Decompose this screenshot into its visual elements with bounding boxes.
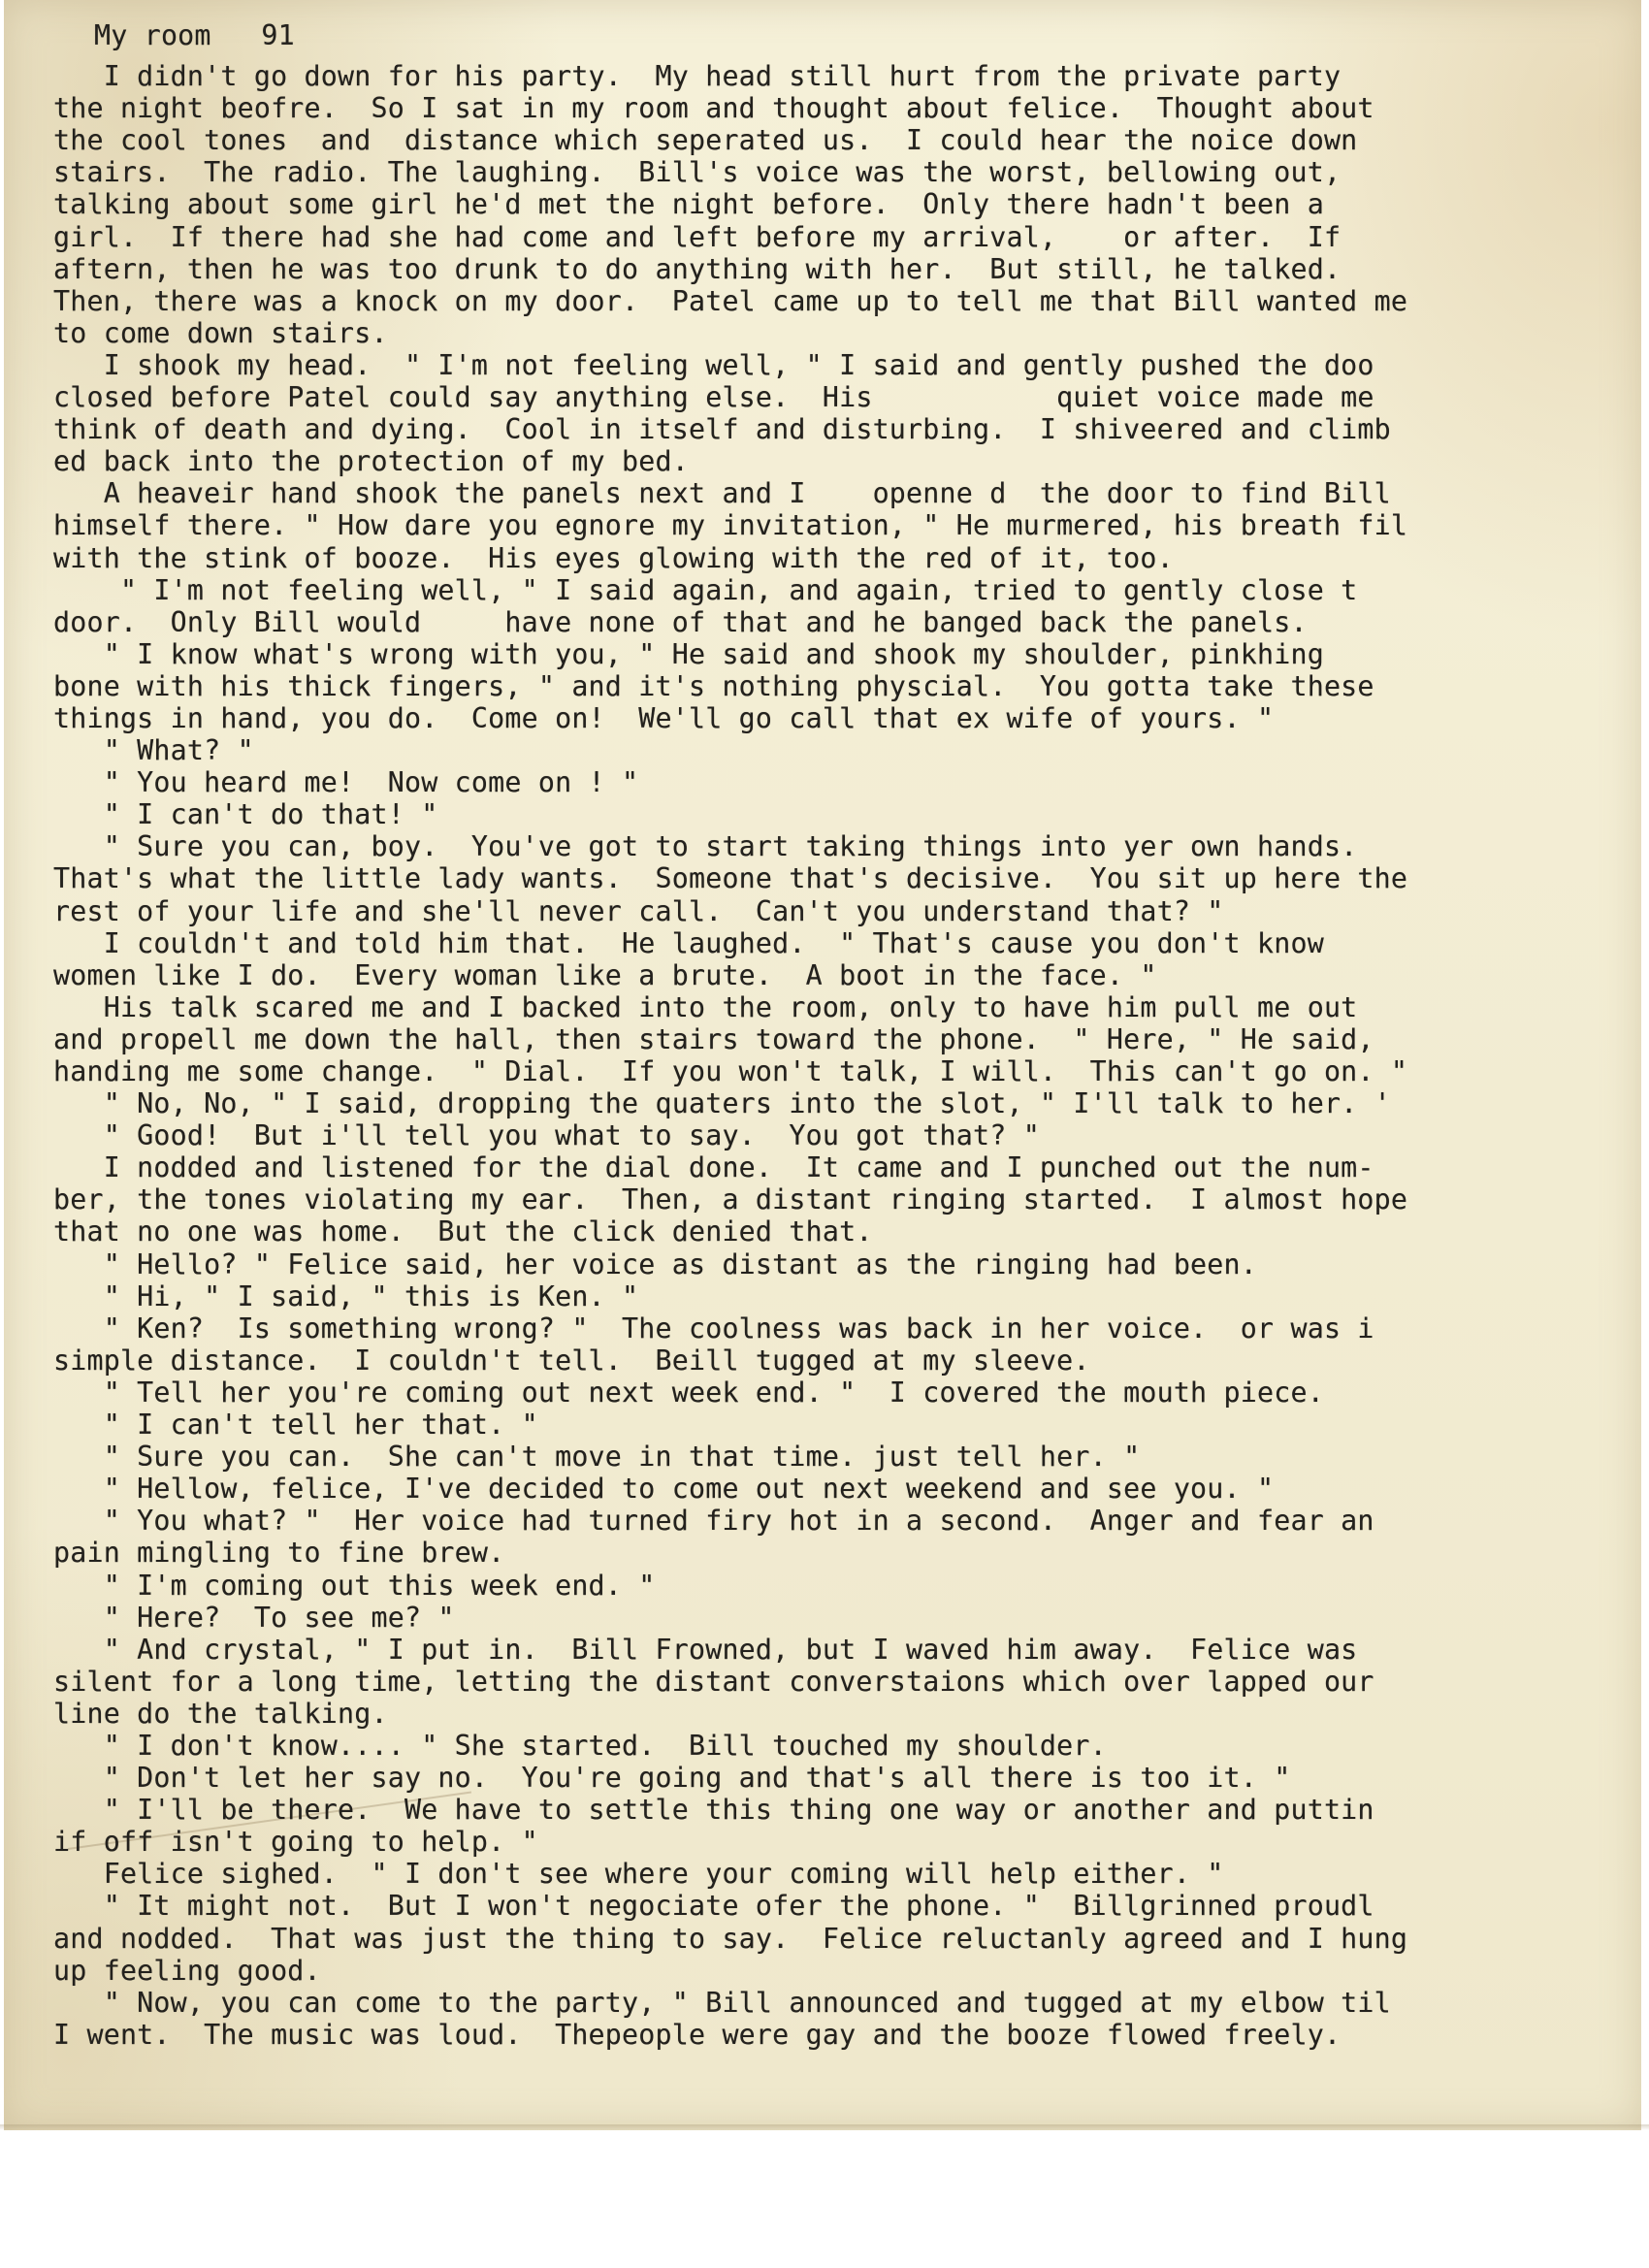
text-line: That's what the little lady wants. Someone that's decisive. You sit up here the: [53, 862, 1408, 895]
text-line: Then, there was a knock on my door. Patel came up to tell me that Bill wanted me: [53, 284, 1408, 317]
text-line: " Here? To see me? ": [53, 1601, 455, 1634]
text-line: I went. The music was loud. Thepeople were gay and the booze flowed freely.: [53, 2018, 1342, 2051]
text-line: women like I do. Every woman like a brute. A boot in the face. ": [53, 958, 1157, 991]
text-line: His talk scared me and I backed into the room, only to have him pull me out: [53, 990, 1358, 1023]
text-line: " You heard me! Now come on ! ": [53, 766, 639, 799]
text-line: " I'm coming out this week end. ": [53, 1569, 656, 1602]
text-line: girl. If there had she had come and left before my arrival, or after. If: [53, 220, 1342, 253]
text-line: I shook my head. " I'm not feeling well, " I said and gently pushed the doo: [53, 348, 1374, 381]
text-line: silent for a long time, letting the distant converstaions which over lapped our: [53, 1665, 1374, 1698]
text-line: simple distance. I couldn't tell. Beill tugged at my sleeve.: [53, 1344, 1090, 1377]
body-text: [53, 60, 1644, 2051]
text-line: rest of your life and she'll never call. Can't you understand that? ": [53, 894, 1224, 927]
text-line: " Tell her you're coming out next week end. " I covered the mouth piece.: [53, 1376, 1324, 1409]
text-line: " And crystal, " I put in. Bill Frowned, but I waved him away. Felice was: [53, 1633, 1358, 1666]
text-line: " Hello? " Felice said, her voice as distant as the ringing had been.: [53, 1247, 1258, 1280]
text-line: handing me some change. " Dial. If you won't talk, I will. This can't go on. ": [53, 1055, 1408, 1087]
typed-text-block: [53, 19, 1644, 2051]
text-line: " I'm not feeling well, " I said again, and again, tried to gently close t: [53, 573, 1358, 606]
text-line: that no one was home. But the click denied that.: [53, 1215, 873, 1248]
text-line: and propell me down the hall, then stairs toward the phone. " Here, " He said,: [53, 1022, 1374, 1055]
text-line: I didn't go down for his party. My head still hurt from the private party: [53, 60, 1342, 93]
text-line: stairs. The radio. The laughing. Bill's voice was the worst, bellowing out,: [53, 156, 1342, 189]
text-line: A heaveir hand shook the panels next and I openne d the door to find Bill: [53, 477, 1391, 510]
text-line: line do the talking.: [53, 1697, 388, 1730]
text-line: " I can't do that! ": [53, 798, 438, 831]
text-line: if off isn't going to help. ": [53, 1826, 538, 1859]
text-line: and nodded. That was just the thing to say. Felice reluctanly agreed and I hung: [53, 1922, 1408, 1955]
text-line: himself there. " How dare you egnore my invitation, " He murmered, his breath fil: [53, 509, 1408, 542]
text-line: with the stink of booze. His eyes glowing with the red of it, too.: [53, 541, 1174, 574]
text-line: " Hellow, felice, I've decided to come out next weekend and see you. ": [53, 1473, 1275, 1506]
text-line: " You what? " Her voice had turned firy hot in a second. Anger and fear an: [53, 1505, 1374, 1538]
text-line: up feeling good.: [53, 1954, 321, 1987]
text-line: door. Only Bill would have none of that and he banged back the panels.: [53, 605, 1308, 638]
text-line: I nodded and listened for the dial done. It came and I punched out the num-: [53, 1151, 1374, 1184]
text-line: bone with his thick fingers, " and it's nothing physcial. You gotta take these: [53, 669, 1374, 702]
page-header: My room 91: [94, 19, 295, 51]
text-line: " It might not. But I won't negociate ofer the phone. " Billgrinned proudl: [53, 1890, 1374, 1923]
text-line: " No, No, " I said, dropping the quaters into the slot, " I'll talk to her. ': [53, 1087, 1391, 1120]
text-line: " I don't know.... " She started. Bill touched my shoulder.: [53, 1729, 1107, 1762]
text-line: ber, the tones violating my ear. Then, a distant ringing started. I almost hope: [53, 1183, 1408, 1216]
text-line: talking about some girl he'd met the night before. Only there hadn't been a: [53, 188, 1324, 221]
text-line: pain mingling to fine brew.: [53, 1537, 505, 1570]
text-line: think of death and dying. Cool in itself and disturbing. I shiveered and climb: [53, 413, 1391, 446]
text-line: " I can't tell her that. ": [53, 1409, 538, 1442]
text-line: things in hand, you do. Come on! We'll go call that ex wife of yours. ": [53, 701, 1275, 734]
text-line: aftern, then he was too drunk to do anything with her. But still, he talked.: [53, 252, 1342, 285]
text-line: the night beofre. So I sat in my room and thought about felice. Thought about: [53, 92, 1374, 125]
text-line: " Hi, " I said, " this is Ken. ": [53, 1280, 639, 1312]
text-line: the cool tones and distance which seperated us. I could hear the noice down: [53, 124, 1358, 157]
text-line: " Sure you can. She can't move in that time. just tell her. ": [53, 1441, 1141, 1474]
text-line: I couldn't and told him that. He laughed. " That's cause you don't know: [53, 926, 1324, 959]
paper-bottom-edge: [0, 2124, 1649, 2130]
text-line: " Don't let her say no. You're going and that's all there is too it. ": [53, 1762, 1291, 1795]
text-line: " Now, you can come to the party, " Bill announced and tugged at my elbow til: [53, 1986, 1391, 2019]
text-line: ed back into the protection of my bed.: [53, 445, 689, 478]
text-line: " Good! But i'll tell you what to say. You got that? ": [53, 1119, 1040, 1152]
text-line: " What? ": [53, 734, 254, 767]
text-line: " Ken? Is something wrong? " The coolness was back in her voice. or was i: [53, 1312, 1374, 1345]
text-line: Felice sighed. " I don't see where your coming will help either. ": [53, 1858, 1224, 1891]
text-line: " Sure you can, boy. You've got to start taking things into yer own hands.: [53, 830, 1358, 863]
text-line: to come down stairs.: [53, 316, 388, 349]
text-line: " I know what's wrong with you, " He said and shook my shoulder, pinkhing: [53, 637, 1324, 670]
text-line: closed before Patel could say anything else. His quiet voice made me: [53, 381, 1374, 414]
text-line: " I'll be there. We have to settle this thing one way or another and puttin: [53, 1794, 1374, 1827]
